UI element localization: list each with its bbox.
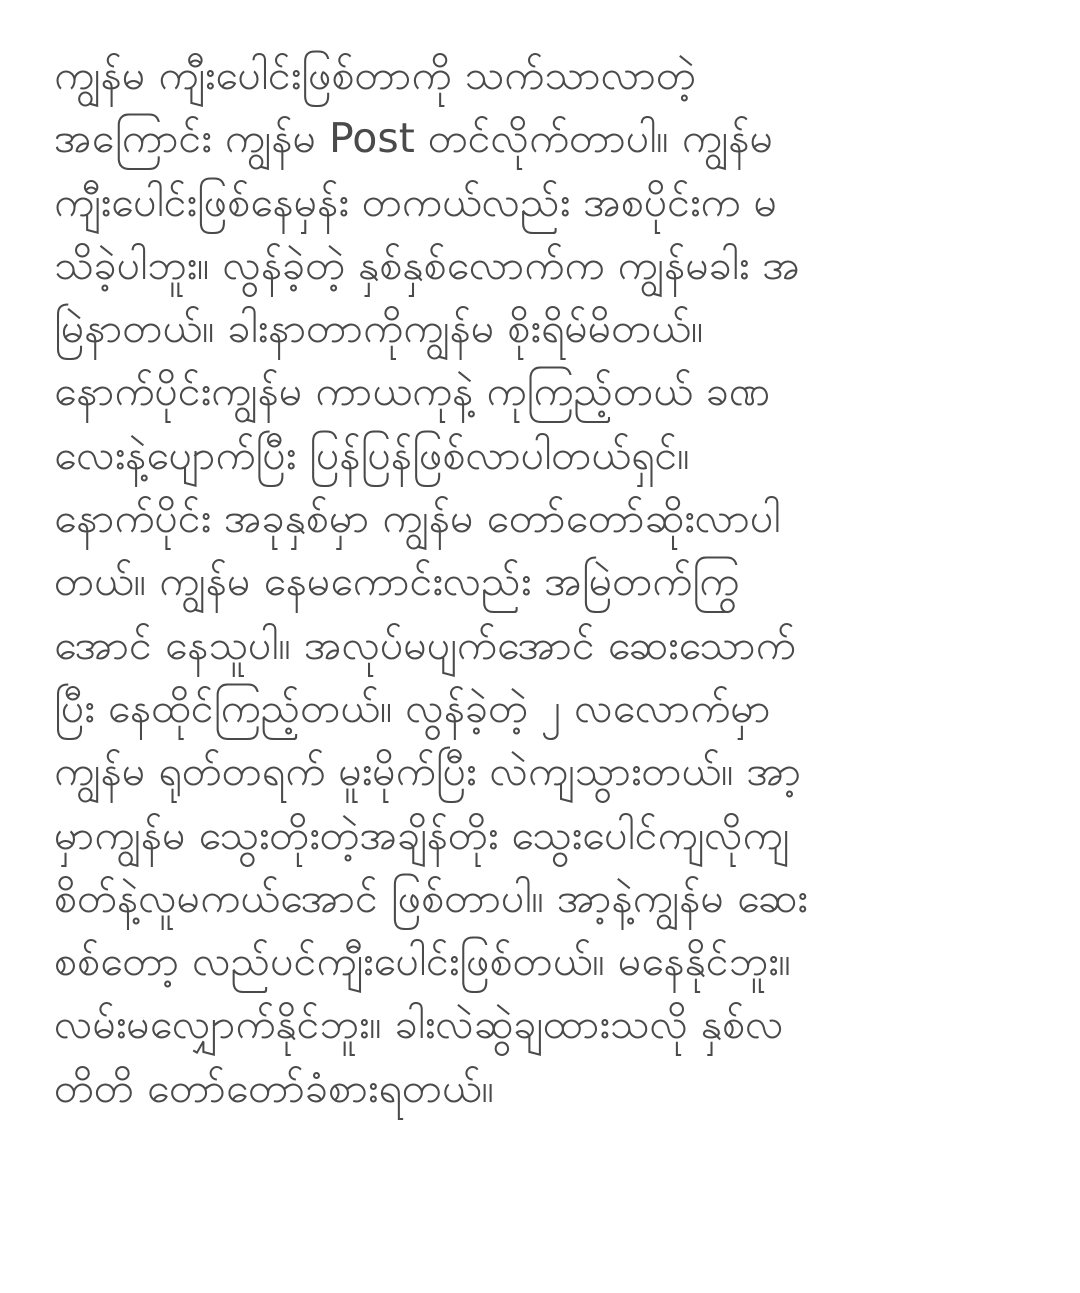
post-line: တိတိ တော်တော်ခံစားရတယ်။ xyxy=(54,1063,495,1112)
post-line: အကြောင်း ကျွန်မ Post တင်လိုက်တာပါ။ ကျွန်မ xyxy=(54,114,774,163)
post-line: ပြီး နေထိုင်ကြည့်တယ်။ လွန်ခဲ့တဲ့ ၂ လလောက်မှာ xyxy=(54,683,771,732)
post-line: နောက်ပိုင်းကျွန်မ ကာယကုနဲ့ ကုကြည့်တယ် ခဏ xyxy=(54,367,771,416)
post-body-text xyxy=(54,44,1044,1120)
post-line: စိတ်နဲ့လူမကယ်အောင် ဖြစ်တာပါ။ အာ့နဲ့ကျွန်မ ဆေး xyxy=(54,873,808,922)
post-line: ကျွန်မ ရုတ်တရက် မူးမိုက်ပြီး လဲကျသွားတယ်။ အာ့ xyxy=(54,747,802,796)
post-line: မြဲနာတယ်။ ခါးနာတာကိုကျွန်မ စိုးရိမ်မိတယ်။ xyxy=(54,304,704,353)
post-line: လမ်းမလျှောက်နိုင်ဘူး။ ခါးလဲဆွဲချထားသလို နှစ်လ xyxy=(54,1000,784,1049)
post-line: ကျီးပေါင်းဖြစ်နေမှန်း တကယ်လည်း အစပိုင်းက မ xyxy=(54,177,778,226)
post-line: စစ်တော့ လည်ပင်ကျီးပေါင်းဖြစ်တယ်။ မနေနိုင်ဘူး။ xyxy=(54,937,791,986)
post-line: နောက်ပိုင်း အခုနှစ်မှာ ကျွန်မ တော်တော်ဆိုးလာပါ xyxy=(54,494,781,543)
post-line: မှာကျွန်မ သွေးတိုးတဲ့အချိန်တိုး သွေးပေါင်ကျလိုကျ xyxy=(54,810,790,859)
post-line: အောင် နေသူပါ။ အလုပ်မပျက်အောင် ဆေးသောက် xyxy=(54,620,796,669)
post-line: ကျွန်မ ကျီးပေါင်းဖြစ်တာကို သက်သာလာတဲ့ xyxy=(54,51,696,99)
post-line: လေးနဲ့ပျောက်ပြီး ပြန်ပြန်ဖြစ်လာပါတယ်ရှင်။ xyxy=(54,430,690,479)
post-line: သိခဲ့ပါဘူး။ လွန်ခဲ့တဲ့ နှစ်နှစ်လောက်က ကျွန်မခါး အ xyxy=(54,240,800,289)
post-line: တယ်။ ကျွန်မ နေမကောင်းလည်း အမြဲတက်ကြွ xyxy=(54,557,740,606)
